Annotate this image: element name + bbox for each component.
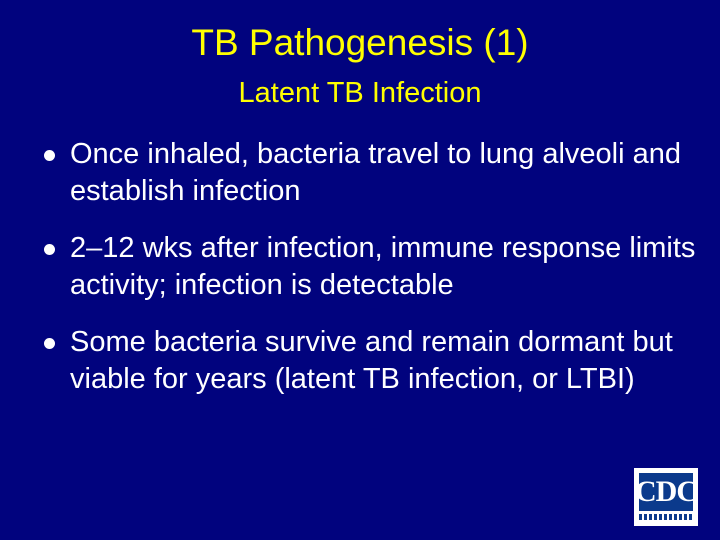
cdc-logo-tagline bbox=[639, 514, 693, 520]
cdc-logo-box bbox=[635, 473, 697, 511]
bullet-list bbox=[44, 136, 704, 418]
bullet-text: Some bacteria survive and remain dormant but viable for years (latent TB infection, or LTBI) bbox=[70, 326, 673, 395]
bullet-item bbox=[44, 136, 704, 210]
slide-subtitle: Latent TB Infection bbox=[238, 77, 482, 109]
cdc-logo-text: CDC bbox=[635, 475, 697, 508]
cdc-logo-icon bbox=[634, 468, 698, 526]
bullet-dot-icon bbox=[44, 338, 55, 349]
bullet-text: 2–12 wks after infection, immune response limits activity; infection is detectable bbox=[70, 232, 696, 301]
slide-title: TB Pathogenesis (1) bbox=[191, 22, 529, 63]
bullet-text: Once inhaled, bacteria travel to lung alveoli and establish infection bbox=[70, 138, 681, 207]
bullet-item bbox=[44, 230, 704, 304]
bullet-item bbox=[44, 324, 704, 398]
bullet-dot-icon bbox=[44, 150, 55, 161]
bullet-dot-icon bbox=[44, 244, 55, 255]
